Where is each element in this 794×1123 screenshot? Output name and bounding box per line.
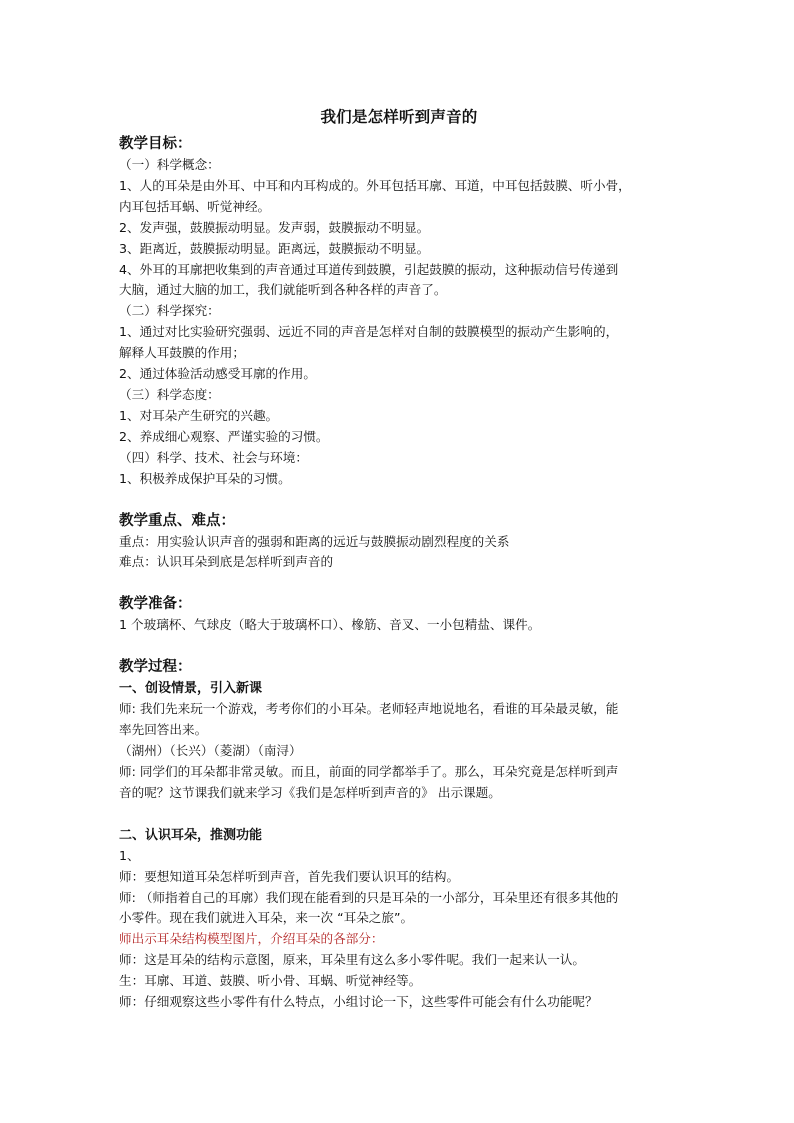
part1-text-line: 音的呢？这节课我们就来学习《我们是怎样听到声音的》 出示课题。: [119, 784, 501, 800]
goals-text-line: 1、对耳朵产生研究的兴趣。: [119, 407, 279, 423]
goals-section-society: （四）科学、技术、社会与环境：: [119, 449, 308, 465]
goals-text-line: 2、养成细心观察、严谨实验的习惯。: [119, 428, 329, 444]
focus-key-point: 重点：用实验认识声音的强弱和距离的远近与鼓膜振动剧烈程度的关系: [119, 533, 510, 549]
goals-text-line: 2、发声强，鼓膜振动明显。发声弱，鼓膜振动不明显。: [119, 219, 430, 235]
goals-text-line: 1、通过对比实验研究强弱、远近不同的声音是怎样对自制的鼓膜模型的振动产生影响的，: [119, 324, 619, 340]
document-body: [119, 106, 679, 1013]
focus-difficulty: 难点：认识耳朵到底是怎样听到声音的: [119, 554, 334, 570]
part1-text-line: 率先回答出来。: [119, 722, 208, 738]
part1-text-line: 师: 同学们的耳朵都非常灵敏。而且，前面的同学都举手了。那么，耳朵究竟是怎样听到声: [119, 763, 619, 779]
goals-heading: 教学目标：: [119, 136, 192, 152]
goals-text-line: 2、通过体验活动感受耳廓的作用。: [119, 366, 316, 382]
part1-title: 一、创设情景，引入新课: [119, 681, 263, 697]
goals-text-line: 3、距离近，鼓膜振动明显。距离远，鼓膜振动不明显。: [119, 240, 430, 256]
goals-text-line: 大脑，通过大脑的加工，我们就能听到各种各样的声音了。: [119, 282, 447, 298]
part2-step-number: 1、: [119, 847, 140, 863]
goals-text-line: 内耳包括耳蜗、听觉神经。: [119, 198, 271, 214]
prep-heading: 教学准备：: [119, 596, 192, 613]
part2-text-line: 师: （师指着自己的耳廓）我们现在能看到的只是耳朵的一小部分，耳朵里还有很多其他的: [119, 889, 619, 905]
goals-text-line: 解释人耳鼓膜的作用；: [119, 345, 245, 361]
focus-heading: 教学重点、难点：: [119, 512, 235, 529]
process-heading: 教学过程：: [119, 659, 192, 676]
part2-title: 二、认识耳朵，推测功能: [119, 827, 263, 843]
prep-materials: 1 个玻璃杯、气球皮（略大于玻璃杯口）、橡筋、音叉、一小包精盐、课件。: [119, 617, 541, 633]
part2-red-note: 师出示耳朵结构模型图片，介绍耳朵的各部分：: [119, 931, 384, 947]
part1-place-names: （湖州）（长兴）（菱湖）（南浔）: [119, 743, 302, 759]
goals-section-concepts: （一）科学概念：: [119, 157, 220, 172]
goals-section-attitude: （三）科学态度：: [119, 386, 220, 402]
part2-text-line: 师：要想知道耳朵怎样听到声音，首先我们要认识耳的结构。: [119, 868, 460, 884]
document-title: 我们是怎样听到声音的: [320, 108, 478, 126]
goals-text-line: 1、人的耳朵是由外耳、中耳和内耳构成的。外耳包括耳廓、耳道，中耳包括鼓膜、听小骨，: [119, 177, 631, 193]
part2-text-line: 师：仔细观察这些小零件有什么特点，小组讨论一下，这些零件可能会有什么功能呢？: [119, 994, 598, 1010]
goals-text-line: 1、积极养成保护耳朵的习惯。: [119, 470, 291, 486]
part2-text-line: 师：这是耳朵的结构示意图，原来，耳朵里有这么多小零件呢。我们一起来认一认。: [119, 952, 585, 968]
goals-section-inquiry: （二）科学探究：: [119, 303, 220, 319]
part2-text-line: 生：耳廓、耳道、鼓膜、听小骨、耳蜗、听觉神经等。: [119, 973, 422, 989]
part2-text-line: 小零件。现在我们就进入耳朵，来一次 “耳朵之旅”。: [119, 910, 414, 926]
part1-text-line: 师: 我们先来玩一个游戏，考考你们的小耳朵。老师轻声地说地名，看谁的耳朵最灵敏，能: [119, 701, 619, 717]
goals-text-line: 4、外耳的耳廓把收集到的声音通过耳道传到鼓膜，引起鼓膜的振动，这种振动信号传递到: [119, 261, 619, 277]
